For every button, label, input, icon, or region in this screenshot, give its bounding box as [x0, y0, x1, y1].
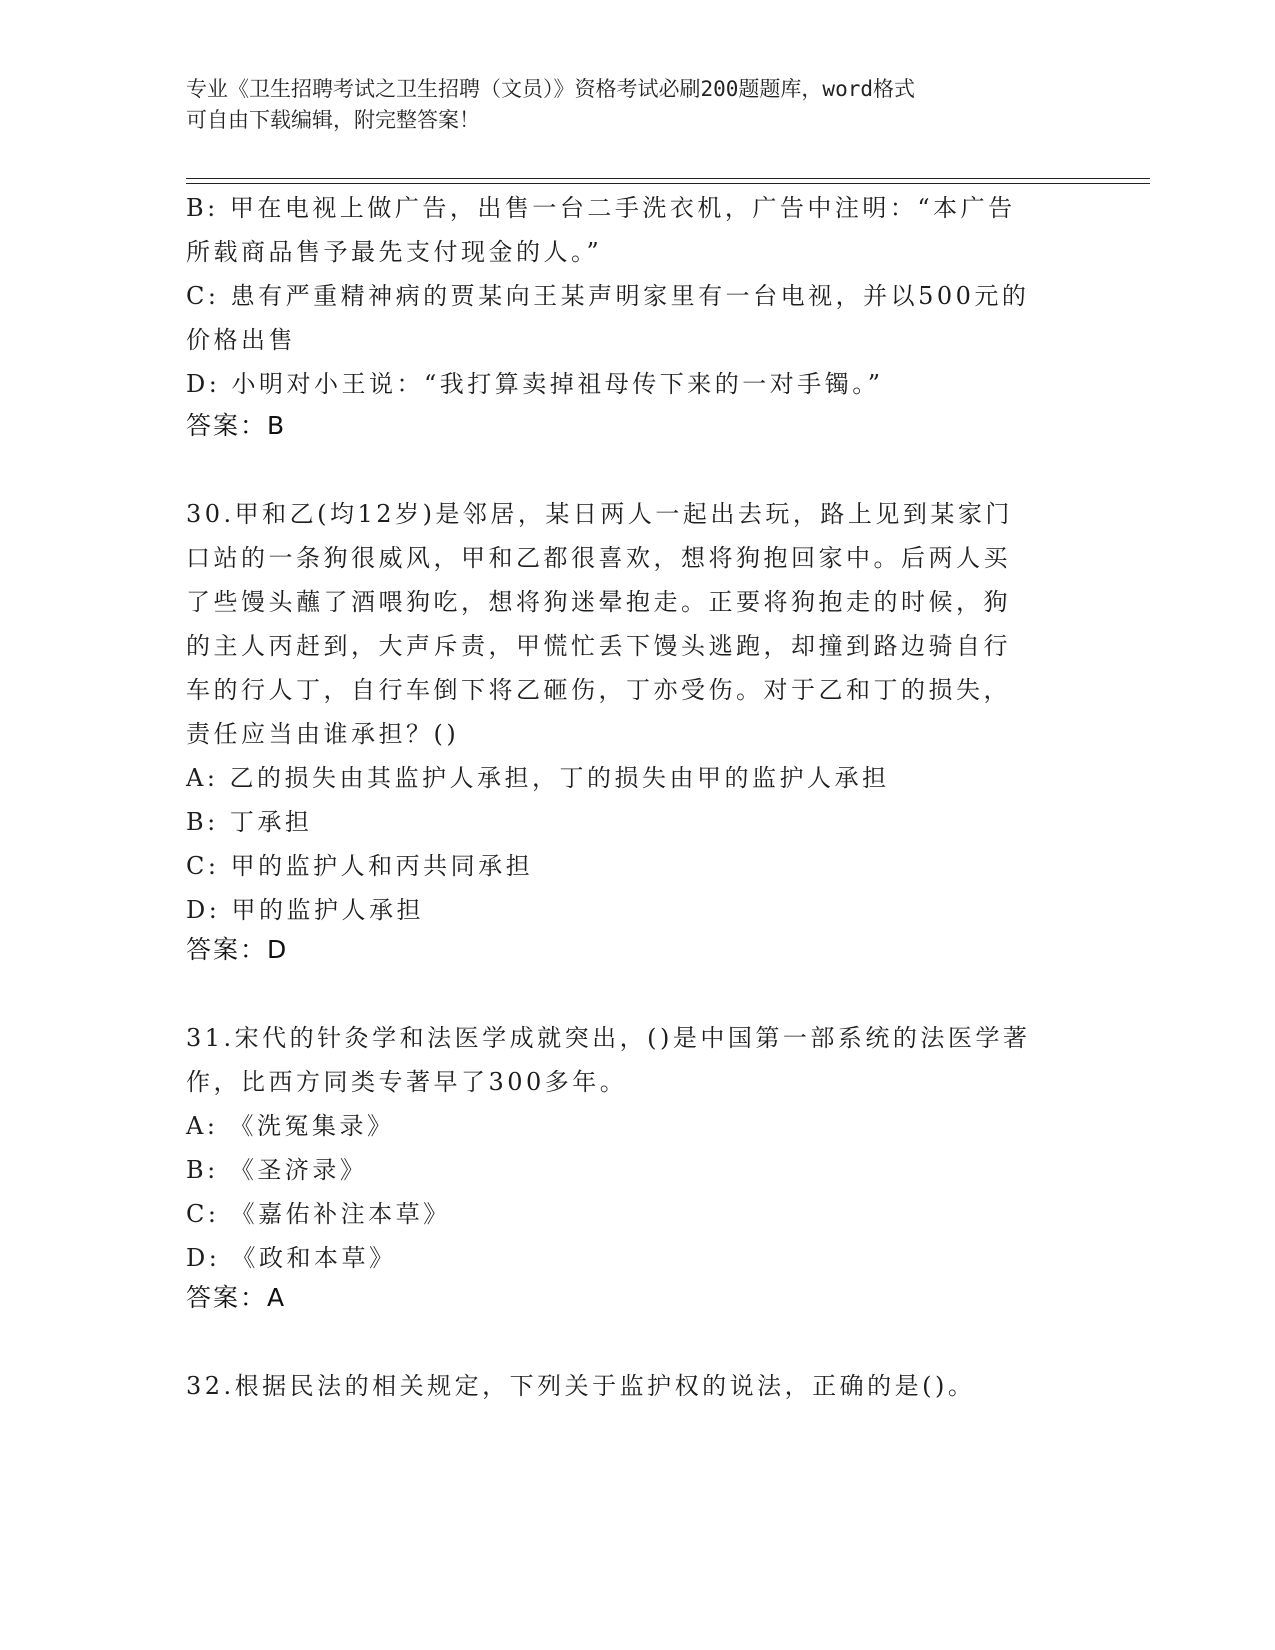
q29-answer: 答案：B	[186, 411, 287, 440]
q30-stem-line: 车的行人丁，自行车倒下将乙砸伤，丁亦受伤。对于乙和丁的损失，	[186, 676, 1011, 704]
q31-option-d: D: 《政和本草》	[186, 1244, 397, 1272]
q30-option-d: D: 甲的监护人承担	[186, 896, 424, 924]
q30-stem-line: 了些馒头蘸了酒喂狗吃，想将狗迷晕抱走。正要将狗抱走的时候，狗	[186, 588, 1011, 616]
header-title-line-2: 可自由下载编辑，附完整答案！	[186, 108, 480, 132]
header-divider-top	[186, 178, 1150, 179]
q31-answer: 答案：A	[186, 1283, 287, 1312]
q31-stem-line: 作，比西方同类专著早了300多年。	[186, 1068, 628, 1096]
q31-option-b: B: 《圣济录》	[186, 1156, 368, 1184]
q29-option-b-line-2: 所载商品售予最先支付现金的人。”	[186, 238, 603, 266]
q32-stem: 32.根据民法的相关规定，下列关于监护权的说法，正确的是()。	[186, 1372, 976, 1400]
q29-option-c-line-1: C: 患有严重精神病的贾某向王某声明家里有一台电视，并以500元的	[186, 282, 1030, 310]
q30-option-a: A: 乙的损失由其监护人承担，丁的损失由甲的监护人承担	[186, 764, 890, 792]
q31-option-a: A: 《洗冤集录》	[186, 1112, 395, 1140]
document-header	[186, 74, 1066, 136]
q30-stem-line: 责任应当由谁承担？()	[186, 720, 460, 748]
q29-option-c-line-2: 价格出售	[186, 326, 296, 354]
q30-option-c: C: 甲的监护人和丙共同承担	[186, 852, 534, 880]
q29-option-b-line-1: B: 甲在电视上做广告，出售一台二手洗衣机，广告中注明：“本广告	[186, 194, 1016, 222]
q31-option-c: C: 《嘉佑补注本草》	[186, 1200, 451, 1228]
q30-stem-line: 的主人丙赶到，大声斥责，甲慌忙丢下馒头逃跑，却撞到路边骑自行	[186, 632, 1011, 660]
q29-option-d: D: 小明对小王说：“我打算卖掉祖母传下来的一对手镯。”	[186, 370, 884, 398]
q30-stem-line: 口站的一条狗很威风，甲和乙都很喜欢，想将狗抱回家中。后两人买	[186, 544, 1011, 572]
q30-stem-line: 30.甲和乙(均12岁)是邻居，某日两人一起出去玩，路上见到某家门	[186, 500, 1013, 528]
header-divider-bottom	[186, 183, 1150, 184]
q30-answer: 答案：D	[186, 935, 289, 964]
q30-option-b: B: 丁承担	[186, 808, 313, 836]
q31-stem-line: 31.宋代的针灸学和法医学成就突出，()是中国第一部系统的法医学著	[186, 1024, 1031, 1052]
header-title-line-1: 专业《卫生招聘考试之卫生招聘（文员）》资格考试必刷200题题库，word格式	[186, 77, 915, 101]
